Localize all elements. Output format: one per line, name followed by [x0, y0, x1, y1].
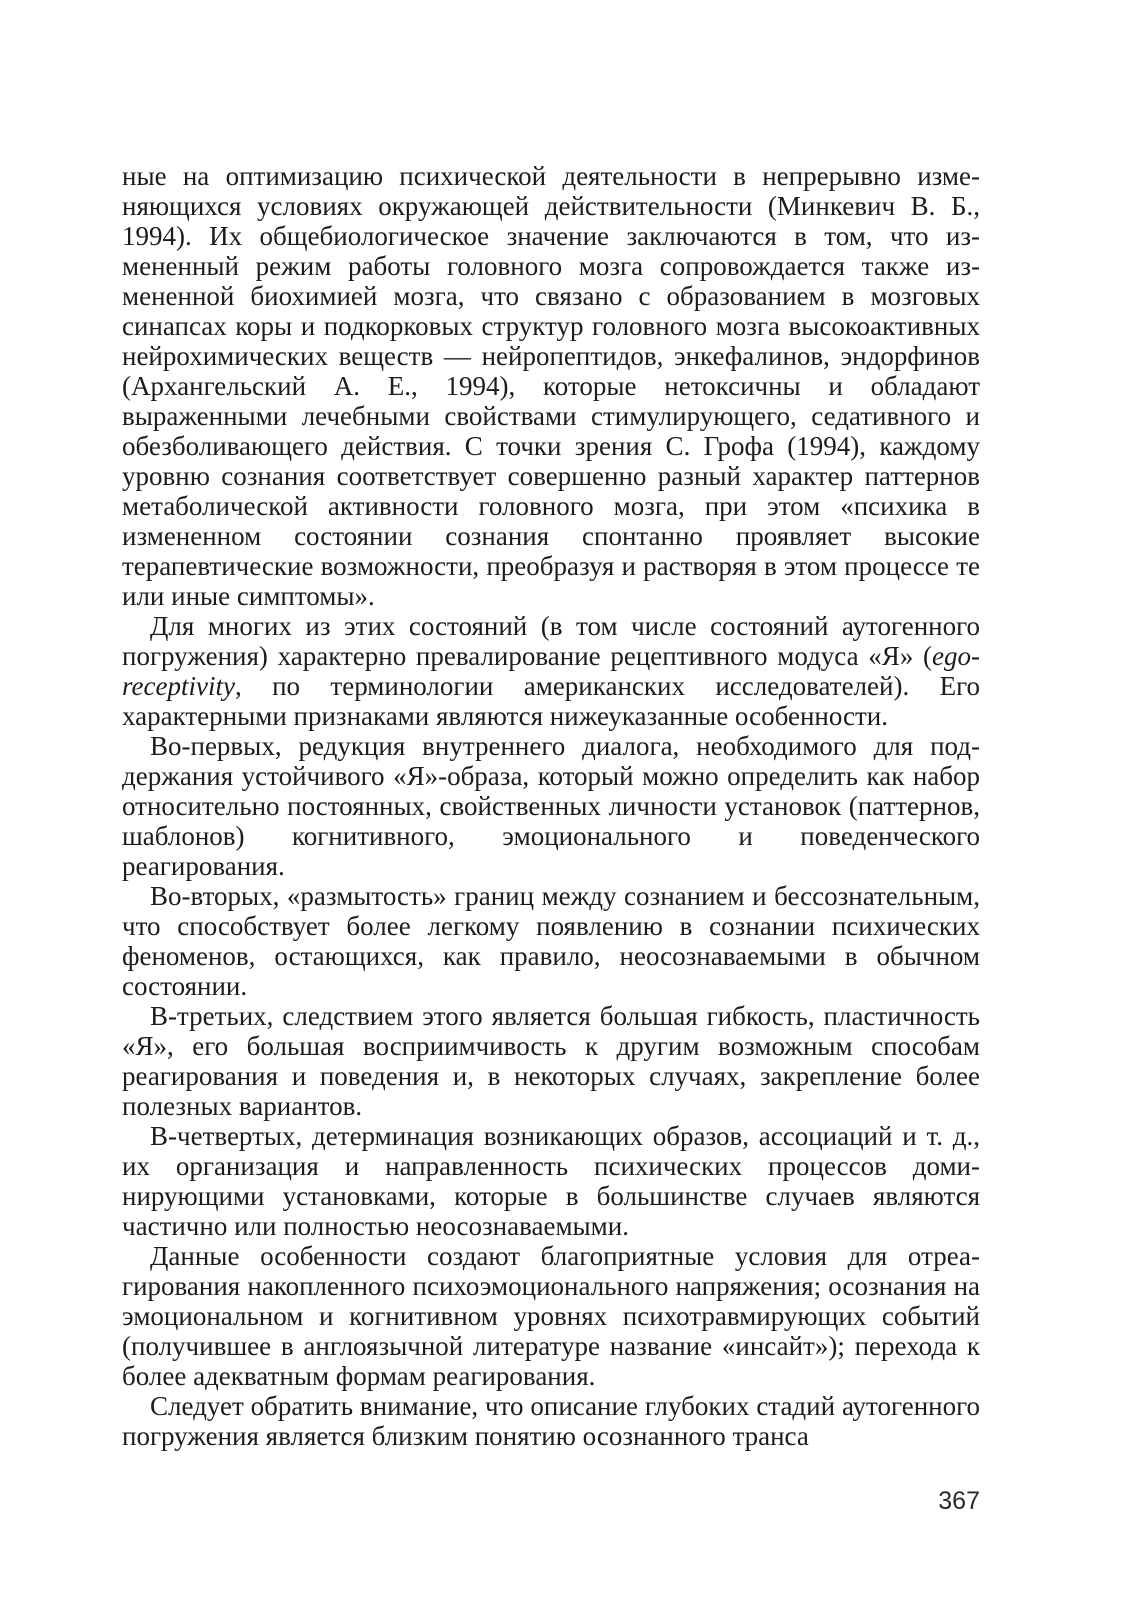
paragraph-7: Данные особенности создают благоприятные условия для отреагирования накопленного психоэмоционального напряжения; осознания на эмоциональном и когнитивном уровнях психотравмирующих событий (получившее в англоязычной литературе название «инсайт»); перехода к более адекватным формам реагирования.: [122, 1241, 980, 1391]
paragraph-2-italic-term: ego-receptivity: [122, 641, 980, 701]
paragraph-2-part-1: Для многих из этих состояний (в том числе состояний аутогенного погружения) характерно превалирование рецептивного модуса «Я» (: [122, 611, 980, 671]
paragraph-4: Во-вторых, «размытость» границ между сознанием и бессознательным, что способствует более легкому появлению в сознании психических феноменов, остающихся, как правило, неосознаваемыми в обычном состоянии.: [122, 881, 980, 1001]
paragraph-2-part-2: , по терминологии американских исследователей). Его характерными признаками являются нижеуказанные особенности.: [122, 671, 980, 731]
paragraph-6: В-четвертых, детерминация возникающих образов, ассоциаций и т. д., их организация и направленность психических процессов доминирующими установками, которые в большинстве случаев являются частично или полностью неосознаваемыми.: [122, 1121, 980, 1241]
paragraph-8: Следует обратить внимание, что описание глубоких стадий аутогенного погружения является близким понятию осознанного транса: [122, 1391, 980, 1451]
paragraph-3: Во-первых, редукция внутреннего диалога, необходимого для поддержания устойчивого «Я»-образа, который можно определить как набор относительно постоянных, свойственных личности установок (паттернов, шаблонов) когнитивного, эмоционального и поведенческого реагирования.: [122, 731, 980, 881]
paragraph-1: ные на оптимизацию психической деятельности в непрерывно изменяющихся условиях окружающей действительности (Минкевич В. Б., 1994). Их общебиологическое значение заключаются в том, что измененный режим работы головного мозга сопровождается также измененной биохимией мозга, что связано с образованием в мозговых синапсах коры и подкорковых структур головного мозга высокоактивных нейрохимических веществ — нейропептидов, энкефалинов, эндорфинов (Архангельский А. Е., 1994), которые нетоксичны и обладают выраженными лечебными свойствами стимулирующего, седативного и обезболивающего действия. С точки зрения С. Грофа (1994), каждому уровню сознания соответствует совершенно разный характер паттернов метаболической активности головного мозга, при этом «психика в измененном состоянии сознания спонтанно проявляет высокие терапевтические возможности, преобразуя и растворяя в этом процессе те или иные симптомы».: [122, 161, 980, 611]
body-text: [122, 161, 980, 1451]
page-number: 367: [938, 1487, 980, 1515]
paragraph-5: В-третьих, следствием этого является большая гибкость, пластичность «Я», его большая восприимчивость к другим возможным способам реагирования и поведения и, в некоторых случаях, закрепление более полезных вариантов.: [122, 1001, 980, 1121]
paragraph-2: [122, 611, 980, 731]
